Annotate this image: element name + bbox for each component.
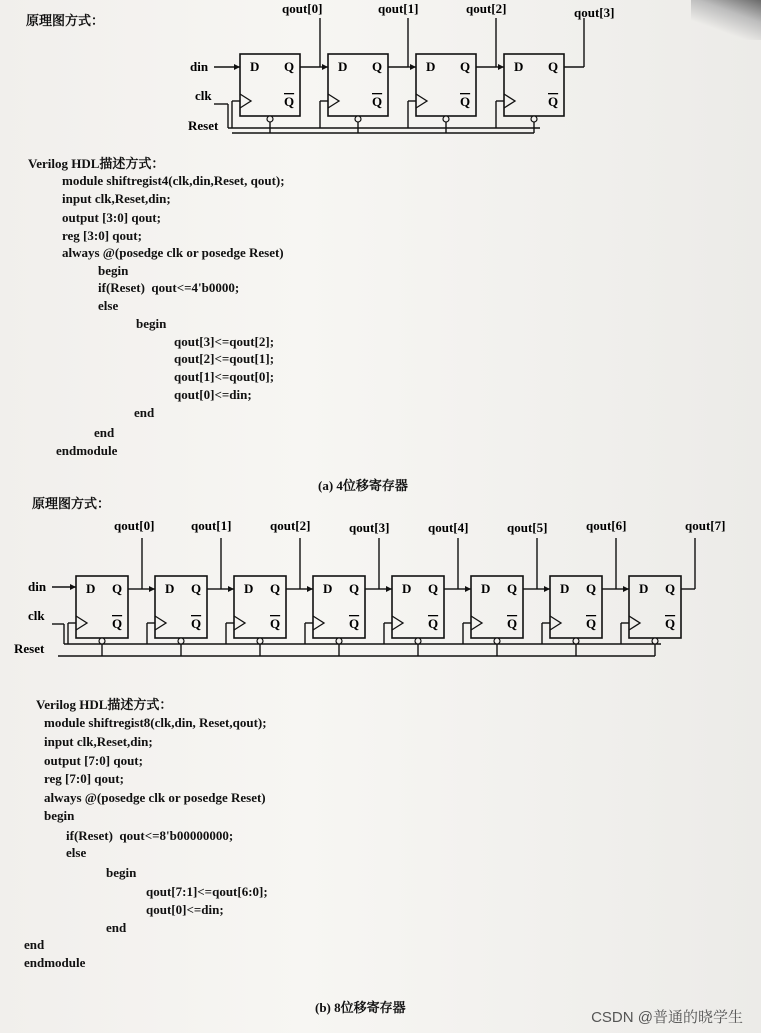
output-label: qout[3] — [574, 5, 615, 20]
output-label: qout[1] — [378, 1, 419, 16]
ff-qbar-label: Q — [548, 94, 559, 109]
ff-q-label: Q — [270, 581, 281, 596]
code-line: module shiftregist8(clk,din, Reset,qout); — [44, 715, 267, 730]
code-line: else — [98, 298, 119, 313]
ff-qbar-label: Q — [112, 616, 123, 631]
ff-q-label: Q — [349, 581, 360, 596]
output-label: qout[4] — [428, 520, 469, 535]
code-line: if(Reset) qout<=4'b0000; — [98, 280, 240, 295]
output-label: qout[7] — [685, 518, 726, 533]
code-line: end — [24, 937, 45, 952]
code-line: output [7:0] qout; — [44, 753, 143, 768]
code-line: qout[2]<=qout[1]; — [174, 351, 275, 366]
ff-qbar-label: Q — [460, 94, 471, 109]
code-line: begin — [44, 808, 75, 823]
ff-q-label: Q — [460, 59, 471, 74]
output-label: qout[3] — [349, 520, 390, 535]
output-label: qout[6] — [586, 518, 627, 533]
code-line: input clk,Reset,din; — [44, 734, 153, 749]
ff-qbar-label: Q — [270, 616, 281, 631]
code-line: always @(posedge clk or posedge Reset) — [44, 790, 266, 805]
clk-label: clk — [28, 608, 45, 623]
ff-qbar-label: Q — [507, 616, 518, 631]
caption-4bit: (a) 4位移寄存器 — [318, 478, 408, 493]
schematic-label-8bit: 原理图方式： — [32, 496, 111, 511]
ff-q-label: Q — [548, 59, 559, 74]
ff-d-label: D — [402, 581, 412, 596]
ff-q-label: Q — [284, 59, 295, 74]
code-line: reg [3:0] qout; — [62, 228, 142, 243]
ff-qbar-label: Q — [349, 616, 360, 631]
reset-bubble — [415, 638, 421, 644]
code-line: begin — [136, 316, 167, 331]
reset-bubble — [494, 638, 500, 644]
clk-label: clk — [195, 88, 212, 103]
reset-bubble — [178, 638, 184, 644]
output-label: qout[2] — [270, 518, 311, 533]
reset-bubble — [573, 638, 579, 644]
output-label: qout[5] — [507, 520, 548, 535]
ff-d-label: D — [481, 581, 491, 596]
code-line: qout[0]<=din; — [146, 902, 224, 917]
schematic-label-4bit: 原理图方式： — [26, 13, 105, 28]
code-line: endmodule — [56, 443, 118, 458]
ff-d-label: D — [639, 581, 649, 596]
ff-q-label: Q — [507, 581, 518, 596]
output-label: qout[0] — [282, 1, 323, 16]
output-label: qout[0] — [114, 518, 155, 533]
reset-bubble — [652, 638, 658, 644]
hdl-label-4bit: Verilog HDL描述方式： — [28, 156, 165, 171]
code-line: qout[3]<=qout[2]; — [174, 334, 275, 349]
caption-8bit: (b) 8位移寄存器 — [315, 1000, 406, 1015]
ff-d-label: D — [250, 59, 260, 74]
ff-qbar-label: Q — [191, 616, 202, 631]
code-line: end — [134, 405, 155, 420]
code-line: end — [106, 920, 127, 935]
code-line: endmodule — [24, 955, 86, 970]
ff-q-label: Q — [191, 581, 202, 596]
ff-d-label: D — [338, 59, 348, 74]
code-line: qout[1]<=qout[0]; — [174, 369, 275, 384]
ff-q-label: Q — [586, 581, 597, 596]
din-label: din — [28, 579, 47, 594]
ff-qbar-label: Q — [665, 616, 676, 631]
code-line: qout[7:1]<=qout[6:0]; — [146, 884, 268, 899]
ff-d-label: D — [165, 581, 175, 596]
code-line: end — [94, 425, 115, 440]
code-line: always @(posedge clk or posedge Reset) — [62, 245, 284, 260]
ff-d-label: D — [244, 581, 254, 596]
ff-qbar-label: Q — [428, 616, 439, 631]
ff-d-label: D — [514, 59, 524, 74]
code-line: module shiftregist4(clk,din,Reset, qout); — [62, 173, 285, 188]
reset-bubble — [336, 638, 342, 644]
code-line: else — [66, 845, 87, 860]
ff-q-label: Q — [428, 581, 439, 596]
code-line: input clk,Reset,din; — [62, 191, 171, 206]
code-line: begin — [98, 263, 129, 278]
ff-q-label: Q — [372, 59, 383, 74]
code-line: if(Reset) qout<=8'b00000000; — [66, 828, 234, 843]
code-line: qout[0]<=din; — [174, 387, 252, 402]
din-label: din — [190, 59, 209, 74]
ff-d-label: D — [426, 59, 436, 74]
code-line: output [3:0] qout; — [62, 210, 161, 225]
reset-bubble — [257, 638, 263, 644]
output-label: qout[1] — [191, 518, 232, 533]
ff-d-label: D — [323, 581, 333, 596]
ff-d-label: D — [560, 581, 570, 596]
ff-qbar-label: Q — [372, 94, 383, 109]
code-line: begin — [106, 865, 137, 880]
reset-label: Reset — [14, 641, 45, 656]
ff-d-label: D — [86, 581, 96, 596]
ff-q-label: Q — [665, 581, 676, 596]
watermark: CSDN @普通的晓学生 — [591, 1009, 743, 1026]
code-line: reg [7:0] qout; — [44, 771, 124, 786]
reset-label: Reset — [188, 118, 219, 133]
output-label: qout[2] — [466, 1, 507, 16]
ff-qbar-label: Q — [284, 94, 295, 109]
ff-qbar-label: Q — [586, 616, 597, 631]
hdl-label-8bit: Verilog HDL描述方式： — [36, 697, 173, 712]
reset-bubble — [99, 638, 105, 644]
ff-q-label: Q — [112, 581, 123, 596]
